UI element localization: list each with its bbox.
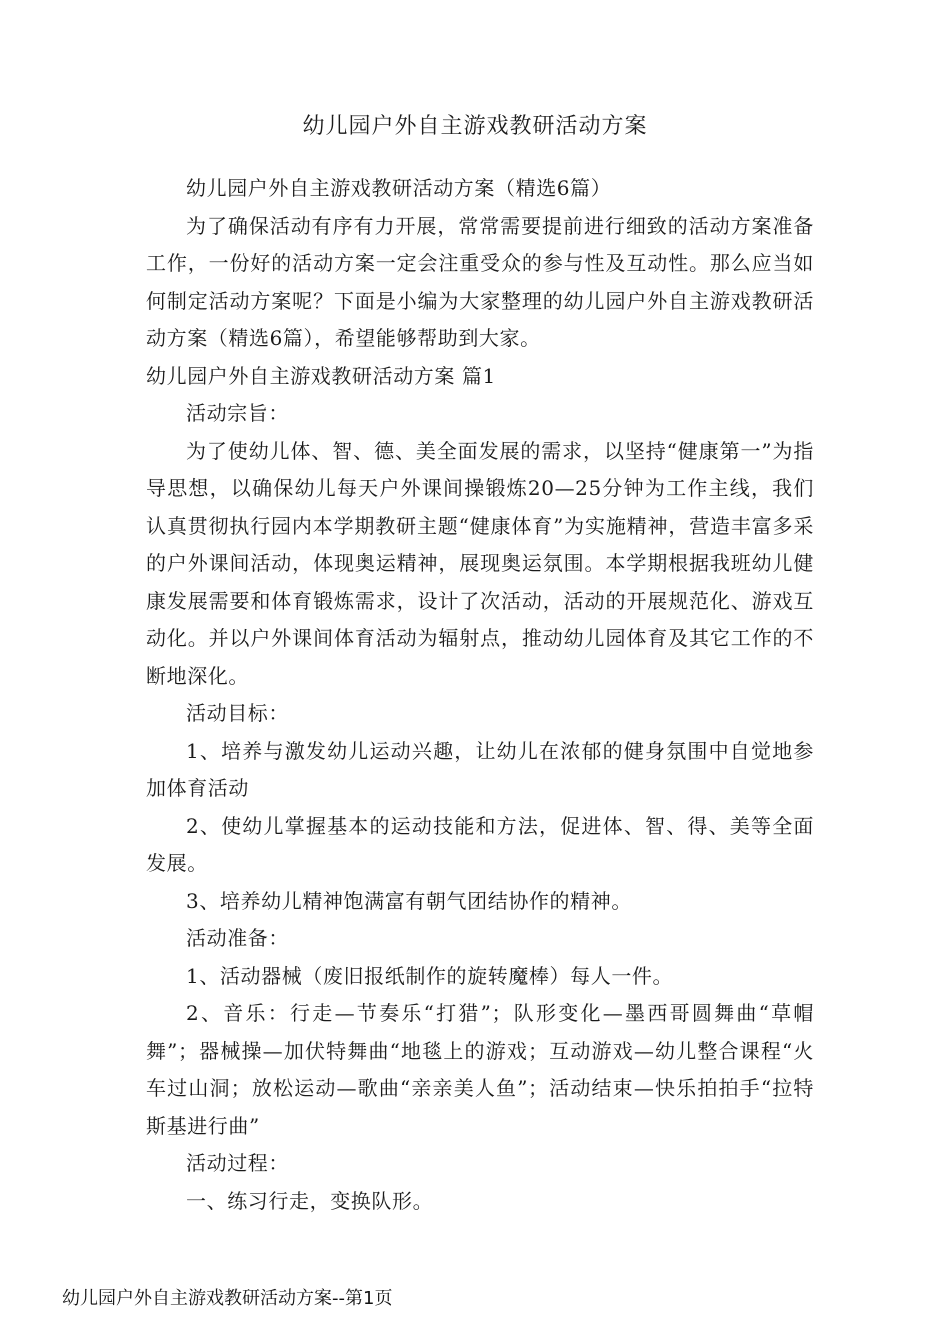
page-footer: 幼儿园户外自主游戏教研活动方案--第1页 — [62, 1288, 393, 1309]
goals-heading: 活动目标： — [186, 701, 289, 725]
intro-paragraph: 为了确保活动有序有力开展，常常需要提前进行细致的活动方案准备工作，一份好的活动方案一定会注重受众的参与性及互动性。那么应当如何制定活动方案呢？下面是小编为大家整理的幼儿园户外自主游戏教研活动方案（精选6篇），希望能够帮助到大家。 — [146, 213, 814, 350]
process-step-1: 一、练习行走，变换队形。 — [186, 1188, 434, 1213]
section-heading: 幼儿园户外自主游戏教研活动方案 篇1 — [146, 363, 496, 388]
preparation-item-2: 2、音乐：行走—节奏乐“打猎”；队形变化—墨西哥圆舞曲“草帽舞”；器械操—加伏特舞曲“地毯上的游戏；互动游戏—幼儿整合课程“火车过山洞；放松运动—歌曲“亲亲美人鱼”；活动结束—快乐拍拍手“拉特斯基进行曲” — [146, 1001, 814, 1138]
purpose-heading: 活动宗旨： — [186, 401, 289, 425]
subtitle-paragraph: 幼儿园户外自主游戏教研活动方案（精选6篇） — [186, 176, 612, 200]
goal-item-3: 3、培养幼儿精神饱满富有朝气团结协作的精神。 — [186, 888, 632, 913]
preparation-heading: 活动准备： — [186, 926, 289, 950]
preparation-item-1: 1、活动器械（废旧报纸制作的旋转魔棒）每人一件。 — [186, 963, 674, 988]
process-heading: 活动过程： — [186, 1151, 289, 1175]
goal-item-2: 2、使幼儿掌握基本的运动技能和方法，促进体、智、得、美等全面发展。 — [146, 813, 814, 875]
document-body — [146, 170, 814, 1220]
goal-item-1: 1、培养与激发幼儿运动兴趣，让幼儿在浓郁的健身氛围中自觉地参加体育活动 — [146, 738, 814, 800]
document-title: 幼儿园户外自主游戏教研活动方案 — [302, 114, 648, 139]
purpose-paragraph: 为了使幼儿体、智、德、美全面发展的需求，以坚持“健康第一”为指导思想，以确保幼儿每天户外课间操锻炼20—25分钟为工作主线，我们认真贯彻执行园内本学期教研主题“健康体育”为实施精神，营造丰富多采的户外课间活动，体现奥运精神，展现奥运氛围。本学期根据我班幼儿健康发展需要和体育锻炼需求，设计了次活动，活动的开展规范化、游戏互动化。并以户外课间体育活动为辐射点，推动幼儿园体育及其它工作的不断地深化。 — [146, 438, 814, 688]
